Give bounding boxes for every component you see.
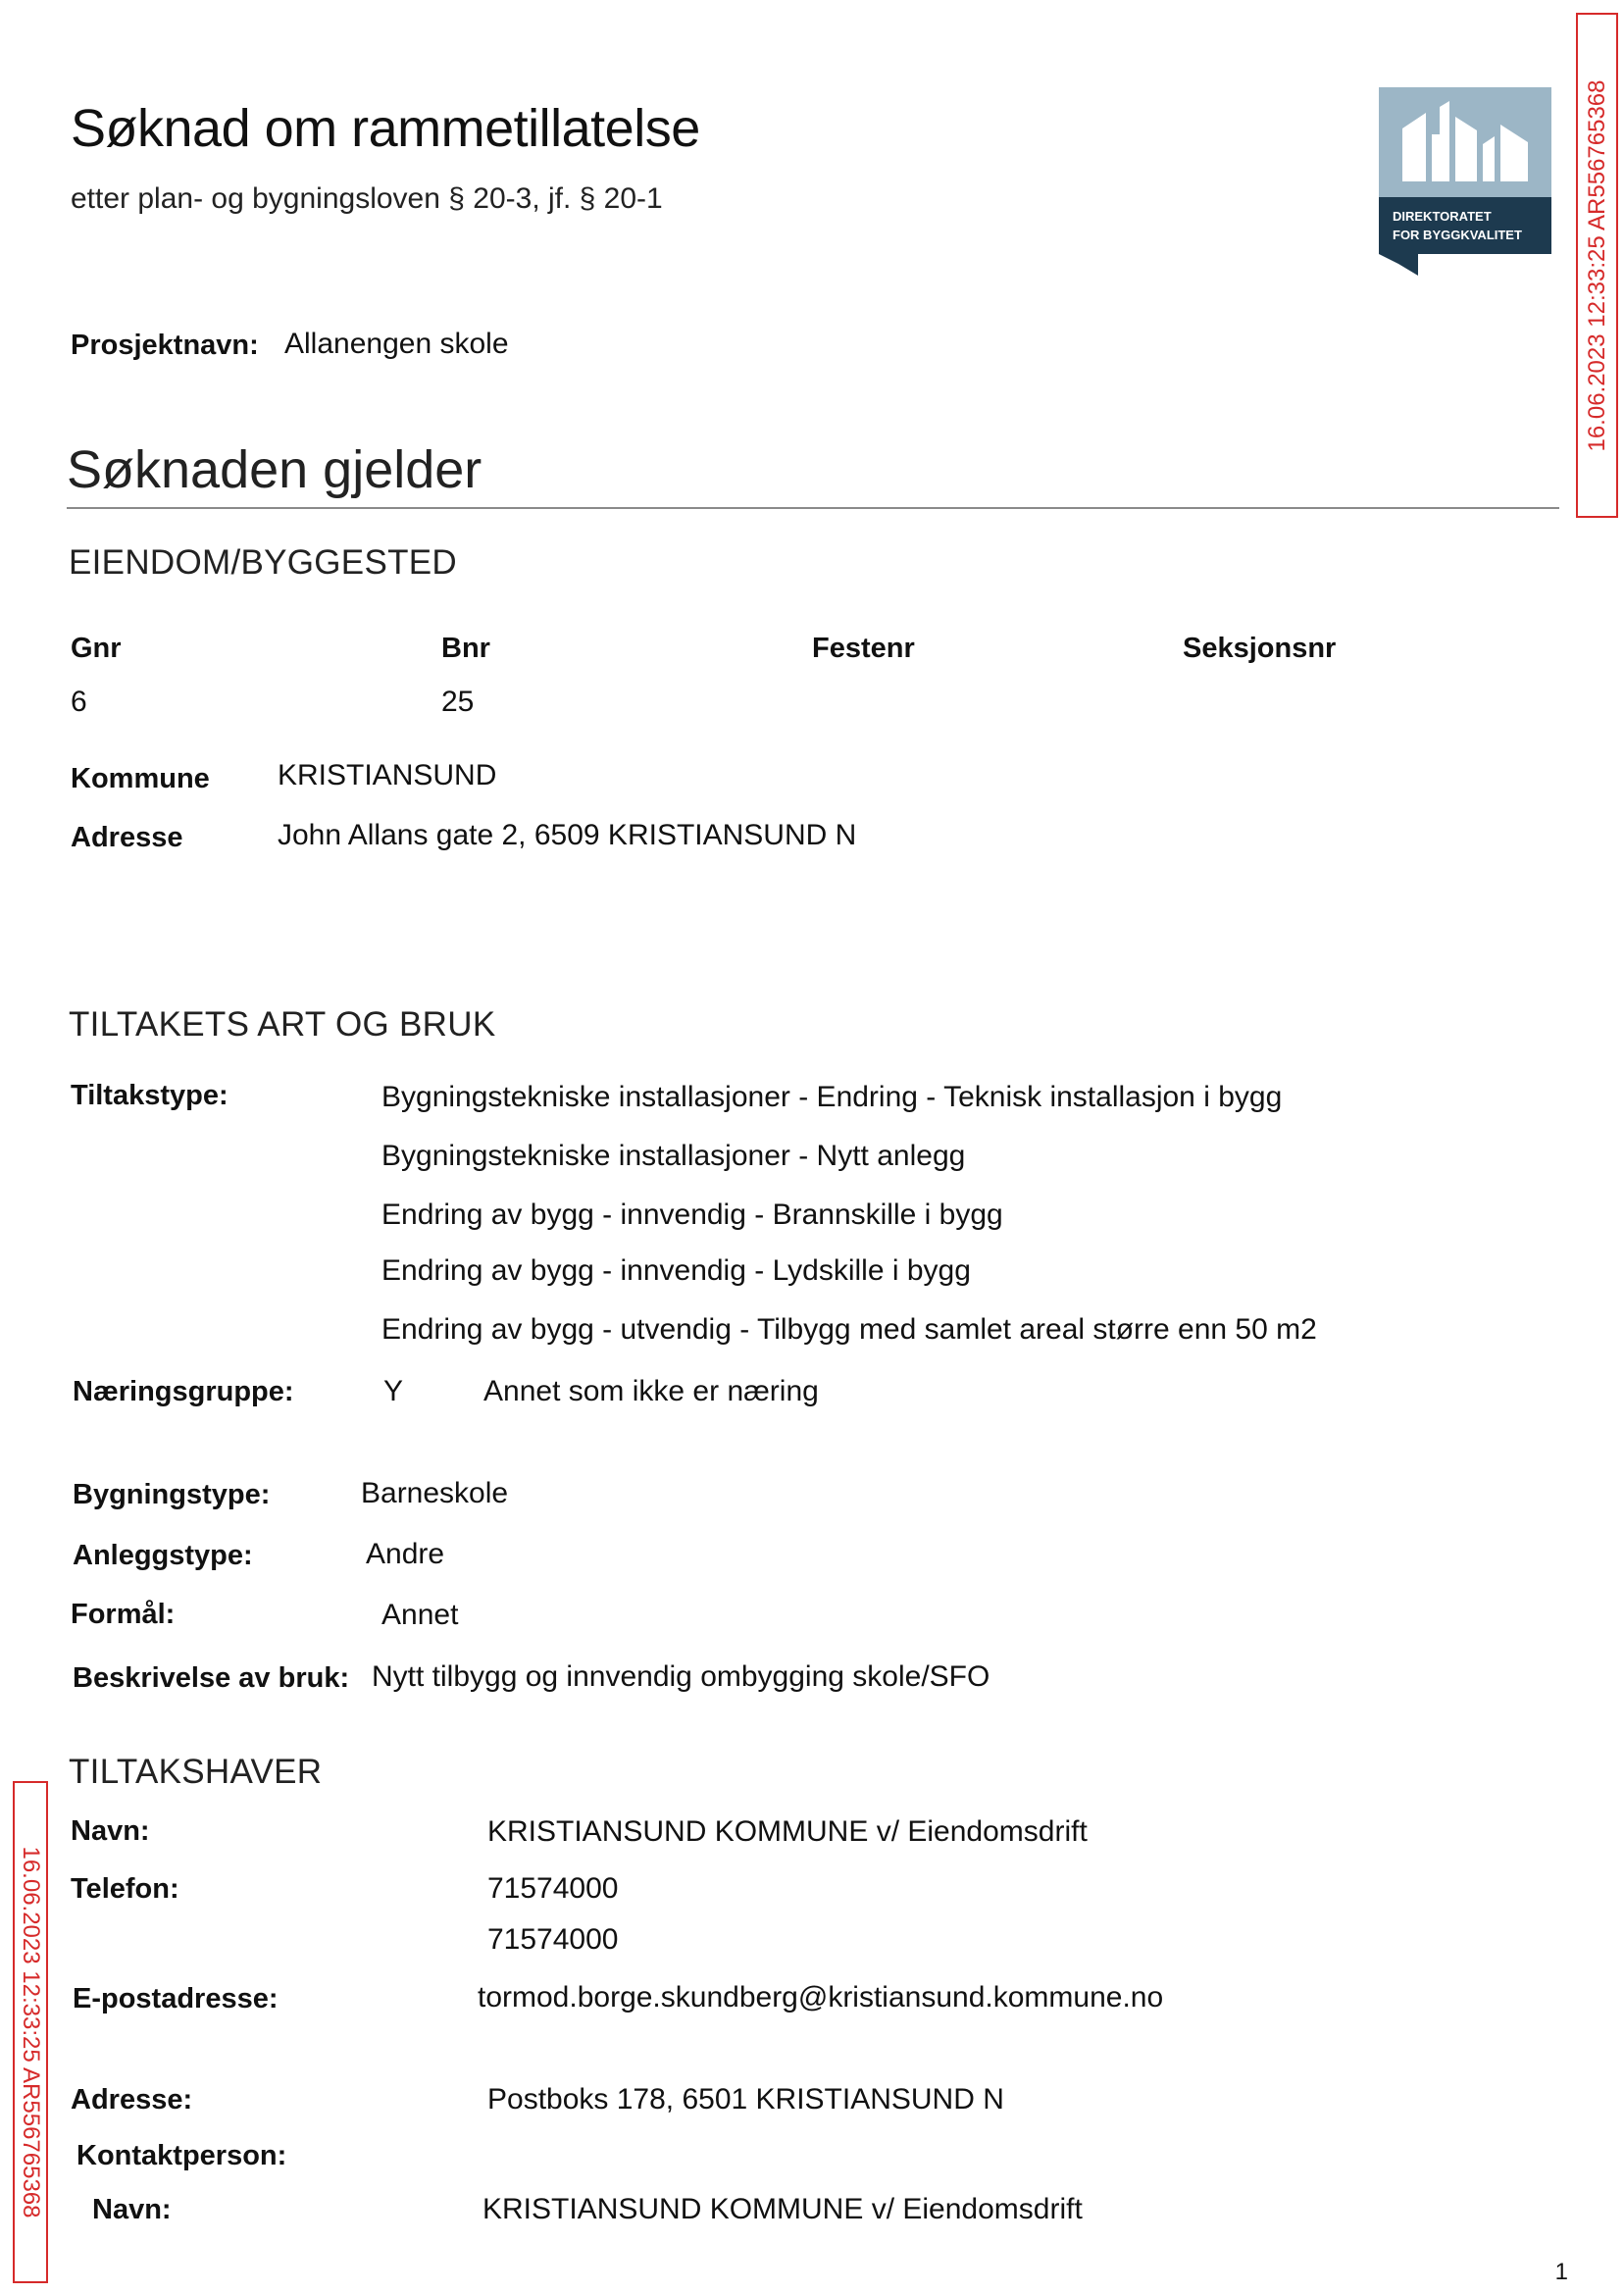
tiltakshaver-adresse-label: Adresse: [71,2084,193,2116]
project-name-label: Prosjektnavn: [71,330,259,361]
adresse-label: Adresse [71,822,183,853]
project-name-value: Allanengen skole [284,328,509,360]
section-heading-soknaden-gjelder: Søknaden gjelder [67,440,482,499]
registration-stamp-left [13,1781,48,2283]
bnr-value: 25 [441,686,475,718]
tiltak-heading: TILTAKETS ART OG BRUK [69,1005,496,1044]
tiltakstype-item: Bygningstekniske installasjoner - Nytt anlegg [381,1140,966,1172]
anleggstype-label: Anleggstype: [73,1540,253,1571]
dibk-logo [1379,87,1551,276]
tiltakstype-item: Endring av bygg - utvendig - Tilbygg med samlet areal større enn 50 m2 [381,1313,1317,1346]
tiltakstype-item: Endring av bygg - innvendig - Brannskille i bygg [381,1198,1003,1231]
epost-label: E-postadresse: [73,1983,279,2014]
tiltakstype-label: Tiltakstype: [71,1080,228,1111]
naeringsgruppe-code: Y [383,1375,404,1407]
formal-label: Formål: [71,1599,176,1630]
seksjonsnr-header: Seksjonsnr [1183,633,1337,664]
naeringsgruppe-value: Annet som ikke er næring [483,1375,819,1407]
dibk-logo-graphic [1379,87,1551,276]
eiendom-heading: EIENDOM/BYGGESTED [69,543,457,582]
anleggstype-value: Andre [366,1538,445,1570]
bygningstype-label: Bygningstype: [73,1479,271,1510]
tiltakstype-item: Bygningstekniske installasjoner - Endring - Teknisk installasjon i bygg [381,1081,1283,1113]
telefon-value: 71574000 [487,1872,619,1905]
tiltakshaver-navn-value: KRISTIANSUND KOMMUNE v/ Eiendomsdrift [487,1815,1088,1848]
formal-value: Annet [381,1599,459,1631]
stamp-text-left: 16.06.2023 12:33:25 AR556765368 [18,1846,44,2218]
logo-text-line2: FOR BYGGKVALITET [1393,228,1522,242]
registration-stamp-top [1576,13,1618,518]
tiltakshaver-adresse-value: Postboks 178, 6501 KRISTIANSUND N [487,2083,1004,2116]
stamp-text-top: 16.06.2023 12:33:25 AR556765368 [1583,78,1610,452]
tiltakshaver-navn-label: Navn: [71,1815,150,1847]
adresse-value: John Allans gate 2, 6509 KRISTIANSUND N [278,819,857,851]
epost-value: tormod.borge.skundberg@kristiansund.kommune.no [478,1981,1164,2014]
beskrivelse-value: Nytt tilbygg og innvendig ombygging skole/SFO [372,1660,990,1693]
gnr-value: 6 [71,686,87,718]
beskrivelse-label: Beskrivelse av bruk: [73,1662,350,1694]
kontaktperson-label: Kontaktperson: [76,2140,287,2171]
festenr-header: Festenr [812,633,915,664]
page-title: Søknad om rammetillatelse [71,99,700,158]
kontakt-navn-label: Navn: [92,2194,172,2225]
telefon-value: 71574000 [487,1923,619,1956]
telefon-label: Telefon: [71,1873,179,1905]
bnr-header: Bnr [441,633,490,664]
kommune-label: Kommune [71,763,210,794]
tiltakshaver-heading: TILTAKSHAVER [69,1753,323,1791]
tiltakstype-item: Endring av bygg - innvendig - Lydskille i bygg [381,1254,971,1287]
naeringsgruppe-label: Næringsgruppe: [73,1376,294,1407]
bygningstype-value: Barneskole [361,1477,509,1509]
kontakt-navn-value: KRISTIANSUND KOMMUNE v/ Eiendomsdrift [482,2193,1083,2225]
gnr-header: Gnr [71,633,122,664]
section-divider [67,507,1559,509]
page-number: 1 [1554,2259,1568,2285]
page-subtitle: etter plan- og bygningsloven § 20-3, jf. § 20-1 [71,182,663,215]
logo-text-line1: DIREKTORATET [1393,209,1492,224]
kommune-value: KRISTIANSUND [278,759,497,791]
